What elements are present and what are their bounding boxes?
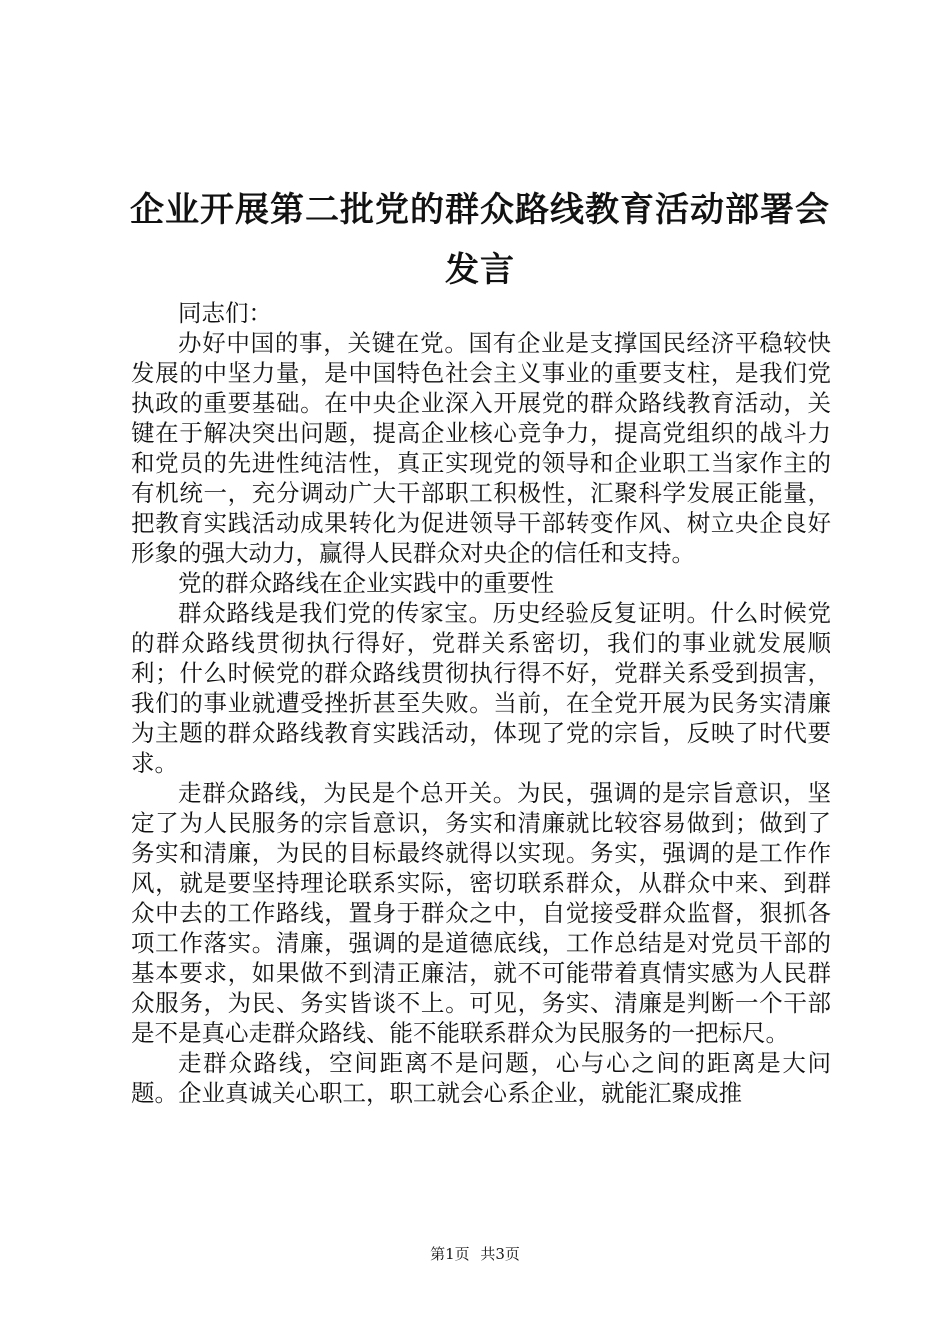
page-footer: [0, 1244, 950, 1264]
document-body: [131, 298, 831, 1108]
document-title: 企业开展第二批党的群众路线教育活动部署会发言: [130, 190, 830, 290]
salutation: 同志们：: [178, 299, 272, 327]
paragraph: 群众路线是我们党的传家宝。历史经验反复证明。什么时候党的群众路线贯彻执行得好，党群关系密切，我们的事业就发展顺利；什么时候党的群众路线贯彻执行得不好，党群关系受到损害，我们的事业就遭受挫折甚至失败。当前，在全党开展为民务实清廉为主题的群众路线教育实践活动，体现了党的宗旨，反映了时代要求。: [131, 599, 831, 777]
paragraph: 走群众路线，空间距离不是问题，心与心之间的距离是大问题。企业真诚关心职工，职工就会心系企业，就能汇聚成推: [131, 1049, 831, 1107]
paragraph: 办好中国的事，关键在党。国有企业是支撑国民经济平稳较快发展的中坚力量，是中国特色社会主义事业的重要支柱，是我们党执政的重要基础。在中央企业深入开展党的群众路线教育活动，关键在于解决突出问题，提高企业核心竞争力，提高党组织的战斗力和党员的先进性纯洁性，真正实现党的领导和企业职工当家作主的有机统一，充分调动广大干部职工积极性，汇聚科学发展正能量，把教育实践活动成果转化为促进领导干部转变作风、树立央企良好形象的强大动力，赢得人民群众对央企的信任和支持。: [131, 329, 831, 567]
page-number: 第1页: [430, 1245, 470, 1263]
section-heading: 党的群众路线在企业实践中的重要性: [178, 569, 554, 597]
total-pages: 共3页: [480, 1245, 520, 1263]
paragraph: 走群众路线，为民是个总开关。为民，强调的是宗旨意识，坚定了为人民服务的宗旨意识，务实和清廉就比较容易做到；做到了务实和清廉，为民的目标最终就得以实现。务实，强调的是工作作风，就是要坚持理论联系实际，密切联系群众，从群众中来、到群众中去的工作路线，置身于群众之中，自觉接受群众监督，狠抓各项工作落实。清廉，强调的是道德底线，工作总结是对党员干部的基本要求，如果做不到清正廉洁，就不可能带着真情实感为人民群众服务，为民、务实皆谈不上。可见，务实、清廉是判断一个干部是不是真心走群众路线、能不能联系群众为民服务的一把标尺。: [131, 779, 831, 1047]
